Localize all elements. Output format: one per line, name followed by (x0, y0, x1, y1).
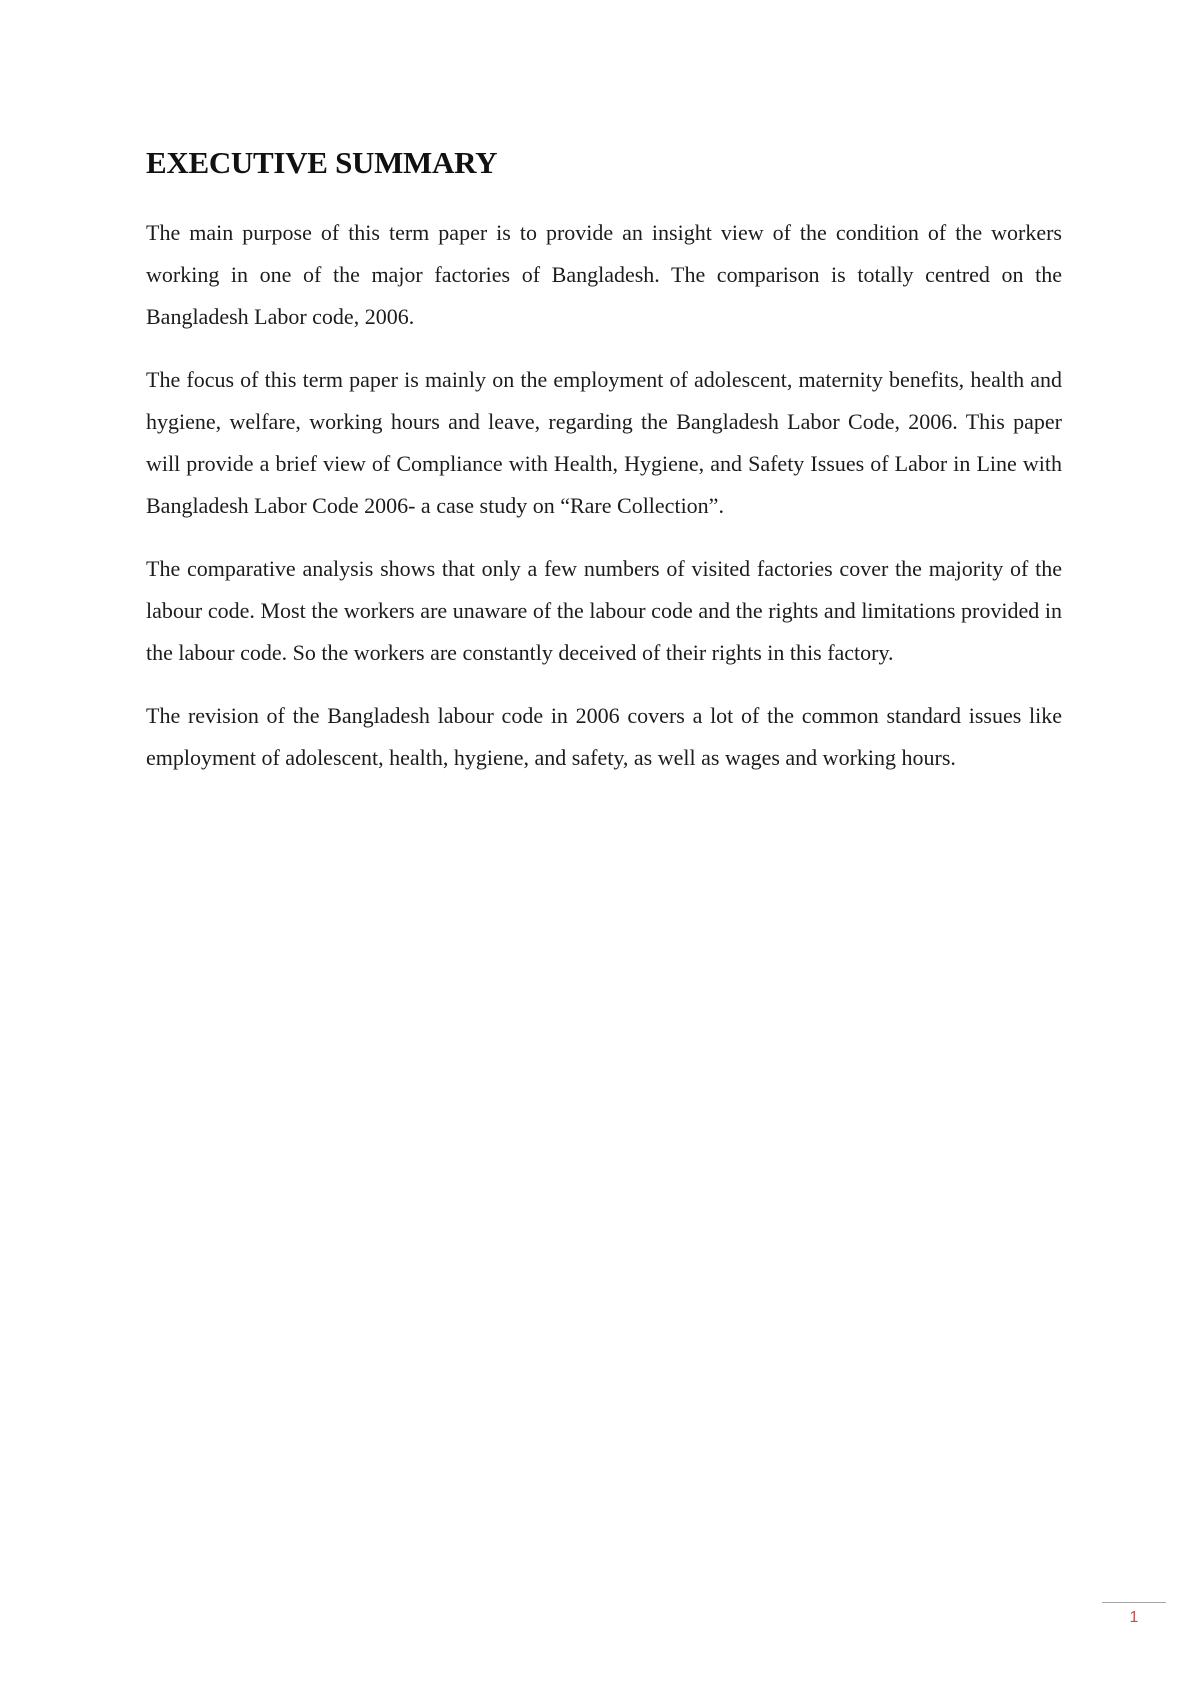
paragraph-revision: The revision of the Bangladesh labour code in 2006 covers a lot of the common standard issues like employment of adolescent, health, hygiene, and safety, as well as wages and working hours. (146, 703, 1062, 770)
paragraph-focus: The focus of this term paper is mainly on the employment of adolescent, maternity benefits, health and hygiene, welfare, working hours and leave, regarding the Bangladesh Labor Code, 2006. This paper will provide a brief view of Compliance with Health, Hygiene, and Safety Issues of Labor in Line with Bangladesh Labor Code 2006- a case study on “Rare Collection”. (146, 367, 1062, 518)
paragraph-purpose: The main purpose of this term paper is to provide an insight view of the condition of the workers working in one of the major factories of Bangladesh. The comparison is totally centred on the Bangladesh Labor code, 2006. (146, 220, 1062, 329)
page-number: 1 (1129, 1609, 1139, 1626)
page-content (146, 144, 1062, 800)
footer-divider (1102, 1602, 1166, 1603)
page-title: EXECUTIVE SUMMARY (146, 145, 498, 180)
paragraph-analysis: The comparative analysis shows that only a few numbers of visited factories cover the majority of the labour code. Most the workers are unaware of the labour code and the rights and limitations provided in the labour code. So the workers are constantly deceived of their rights in this factory. (146, 556, 1062, 665)
